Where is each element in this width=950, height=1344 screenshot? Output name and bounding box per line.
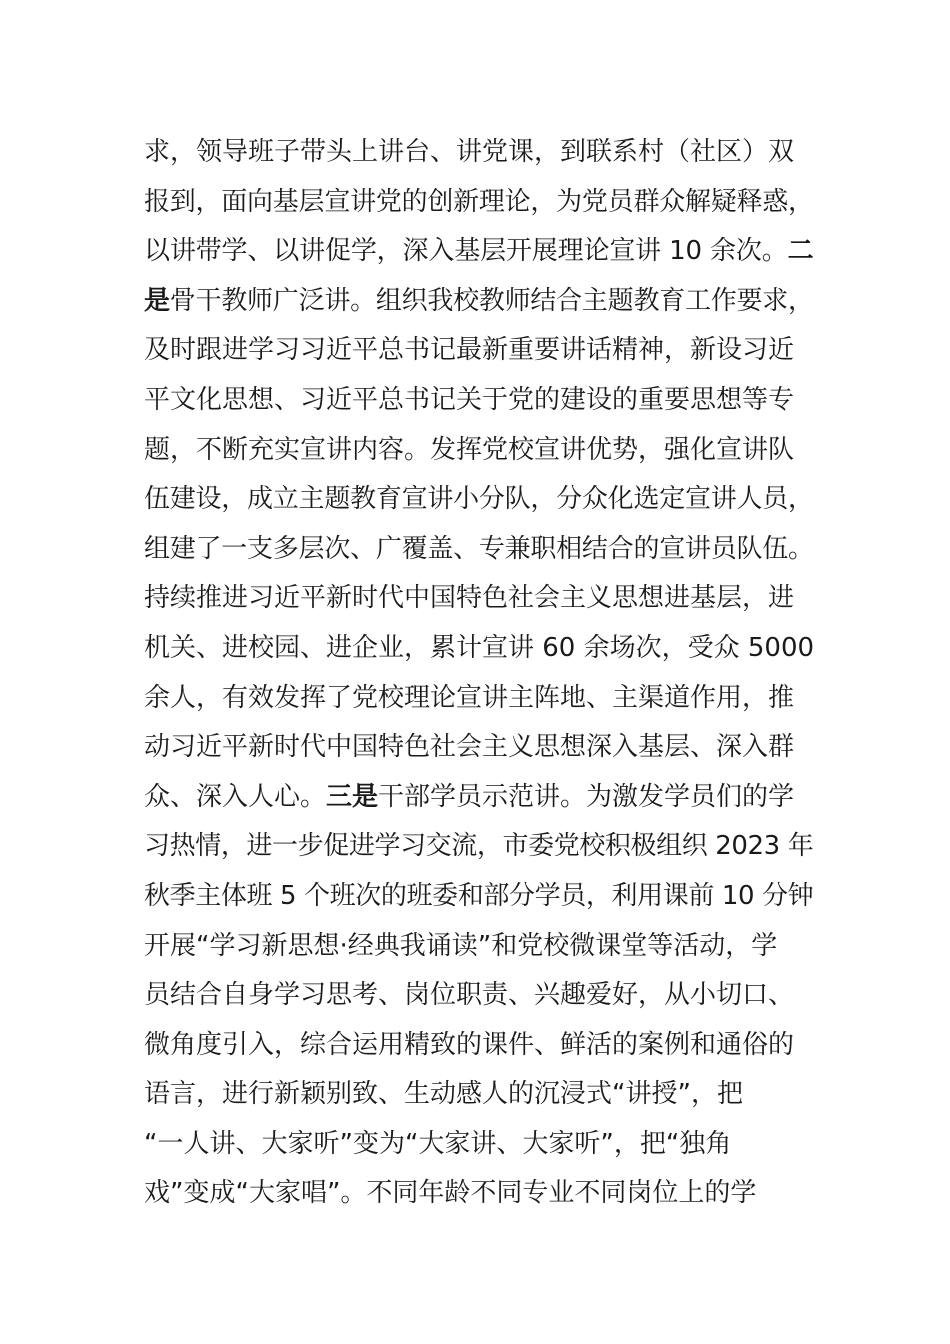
text-line bbox=[144, 178, 814, 228]
text-segment: 求，领导班子带头上讲台、讲党课，到联系村（社区）双 bbox=[144, 137, 795, 167]
text-segment: 习热情，进一步促进学习交流，市委党校积极组织 2023 年 bbox=[144, 831, 814, 862]
text-segment: 语言，进行新颖别致、生动感人的沉浸式“讲授”，把 bbox=[144, 1079, 743, 1110]
text-line bbox=[144, 1169, 814, 1219]
text-line bbox=[144, 971, 814, 1021]
text-segment: 员结合自身学习思考、岗位职责、兴趣爱好，从小切口、 bbox=[144, 980, 795, 1011]
text-line bbox=[144, 674, 814, 724]
text-segment: 报到，面向基层宣讲党的创新理论，为党员群众解疑释惑， bbox=[144, 186, 814, 217]
text-line bbox=[144, 822, 814, 872]
text-line bbox=[144, 1120, 814, 1170]
text-segment: 及时跟进学习习近平总书记最新重要讲话精神，新设习近 bbox=[144, 335, 795, 366]
text-line bbox=[144, 574, 814, 624]
text-line bbox=[144, 525, 814, 575]
text-segment: 干部学员示范讲。为激发学员们的学 bbox=[378, 781, 795, 812]
text-segment: 平文化思想、习近平总书记关于党的建设的重要思想等专 bbox=[144, 384, 795, 415]
text-segment: 组建了一支多层次、广覆盖、专兼职相结合的宣讲员队伍。 bbox=[144, 533, 814, 564]
text-segment: 开展“学习新思想·经典我诵读”和党校微课堂等活动，学 bbox=[144, 930, 778, 961]
text-line bbox=[144, 128, 814, 178]
text-segment: 众、深入人心。 bbox=[144, 781, 327, 812]
text-segment: “一人讲、大家听”变为“大家讲、大家听”，把“独角 bbox=[144, 1128, 732, 1159]
text-line bbox=[144, 922, 814, 972]
text-line bbox=[144, 227, 814, 277]
text-segment: 机关、进校园、进企业，累计宣讲 60 余场次，受众 5000 bbox=[144, 632, 815, 663]
text-segment: 秋季主体班 5 个班次的班委和部分学员，利用课前 10 分钟 bbox=[144, 880, 814, 911]
text-line bbox=[144, 1021, 814, 1071]
text-line bbox=[144, 872, 814, 922]
emphasis-text: 三是 bbox=[326, 781, 379, 812]
emphasis-text: 是 bbox=[144, 285, 170, 316]
text-line bbox=[144, 277, 814, 327]
emphasis-text: 二 bbox=[787, 236, 814, 267]
text-segment: 戏”变成“大家唱”。不同年龄不同专业不同岗位上的学 bbox=[144, 1178, 757, 1209]
text-line bbox=[144, 326, 814, 376]
text-segment: 持续推进习近平新时代中国特色社会主义思想进基层，进 bbox=[144, 583, 795, 614]
body-paragraph bbox=[144, 128, 814, 1219]
text-segment: 微角度引入，综合运用精致的课件、鲜活的案例和通俗的 bbox=[144, 1029, 795, 1060]
text-segment: 伍建设，成立主题教育宣讲小分队，分众化选定宣讲人员， bbox=[144, 484, 814, 515]
text-segment: 动习近平新时代中国特色社会主义思想深入基层、深入群 bbox=[144, 732, 795, 763]
text-segment: 以讲带学、以讲促学，深入基层开展理论宣讲 10 余次。 bbox=[144, 236, 788, 267]
text-segment: 题，不断充实宣讲内容。发挥党校宣讲优势，强化宣讲队 bbox=[144, 434, 795, 465]
text-segment: 骨干教师广泛讲。组织我校教师结合主题教育工作要求， bbox=[169, 285, 814, 316]
text-line bbox=[144, 624, 814, 674]
text-line bbox=[144, 376, 814, 426]
text-line bbox=[144, 426, 814, 476]
text-line bbox=[144, 773, 814, 823]
text-segment: 余人，有效发挥了党校理论宣讲主阵地、主渠道作用，推 bbox=[144, 682, 795, 713]
text-line bbox=[144, 723, 814, 773]
text-line bbox=[144, 1070, 814, 1120]
text-line bbox=[144, 475, 814, 525]
